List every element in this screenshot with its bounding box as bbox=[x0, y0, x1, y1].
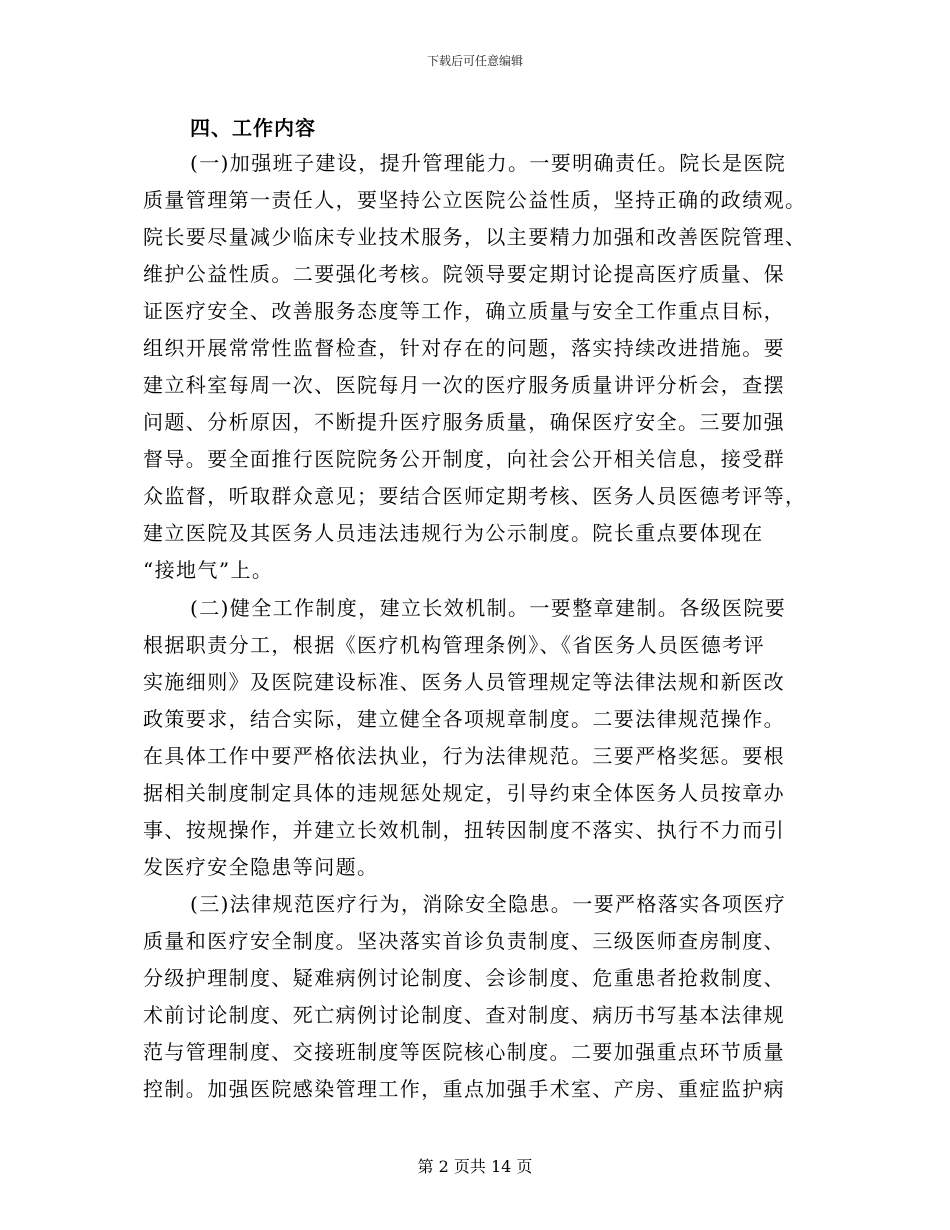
text-line: 组织开展常常性监督检查，针对存在的问题，落实持续改进措施。要 bbox=[143, 336, 785, 360]
text-line: (三)法律规范医疗行为，消除安全隐患。一要严格落实各项医疗 bbox=[190, 892, 787, 916]
text-line: (一)加强班子建设，提升管理能力。一要明确责任。院长是医院 bbox=[190, 151, 787, 175]
page-footer: 第 2 页共 14 页 bbox=[417, 1157, 533, 1176]
text-line: 分级护理制度、疑难病例讨论制度、会诊制度、危重患者抢救制度、 bbox=[143, 966, 785, 990]
text-line: 众监督，听取群众意见；要结合医师定期考核、医务人员医德考评等， bbox=[143, 484, 807, 508]
text-line: 质量管理第一责任人，要坚持公立医院公益性质，坚持正确的政绩观。 bbox=[143, 188, 807, 212]
text-line: 维护公益性质。二要强化考核。院领导要定期讨论提高医疗质量、保 bbox=[143, 262, 785, 286]
text-line: 政策要求，结合实际，建立健全各项规章制度。二要法律规范操作。 bbox=[143, 707, 785, 731]
text-line: 在具体工作中要严格依法执业，行为法律规范。三要严格奖惩。要根 bbox=[143, 744, 785, 768]
text-line: 范与管理制度、交接班制度等医院核心制度。二要加强重点环节质量 bbox=[143, 1040, 785, 1064]
text-line: 事、按规操作，并建立长效机制，扭转因制度不落实、执行不力而引 bbox=[143, 818, 785, 842]
text-line: “接地气”上。 bbox=[143, 558, 274, 582]
text-line: (二)健全工作制度，建立长效机制。一要整章建制。各级医院要 bbox=[190, 596, 787, 620]
text-line: 督导。要全面推行医院院务公开制度，向社会公开相关信息，接受群 bbox=[143, 447, 785, 471]
text-line: 发医疗安全隐患等问题。 bbox=[143, 855, 379, 879]
text-line: 证医疗安全、改善服务态度等工作，确立质量与安全工作重点目标， bbox=[143, 299, 785, 323]
text-line: 问题、分析原因，不断提升医疗服务质量，确保医疗安全。三要加强 bbox=[143, 410, 785, 434]
text-line: 据相关制度制定具体的违规惩处规定，引导约束全体医务人员按章办 bbox=[143, 781, 785, 805]
text-line: 院长要尽量减少临床专业技术服务，以主要精力加强和改善医院管理、 bbox=[143, 225, 807, 249]
text-line: 质量和医疗安全制度。坚决落实首诊负责制度、三级医师查房制度、 bbox=[143, 929, 785, 953]
page-header: 下载后可任意编辑 bbox=[426, 54, 523, 68]
text-line: 控制。加强医院感染管理工作，重点加强手术室、产房、重症监护病 bbox=[143, 1077, 785, 1101]
text-line: 建立科室每周一次、医院每月一次的医疗服务质量讲评分析会，查摆 bbox=[143, 373, 785, 397]
text-line: 建立医院及其医务人员违法违规行为公示制度。院长重点要体现在 bbox=[143, 521, 764, 545]
text-line: 术前讨论制度、死亡病例讨论制度、查对制度、病历书写基本法律规 bbox=[143, 1003, 785, 1027]
text-line: 根据职责分工，根据《医疗机构管理条例》、《省医务人员医德考评 bbox=[143, 633, 765, 657]
text-line: 实施细则》及医院建设标准、医务人员管理规定等法律法规和新医改 bbox=[143, 670, 785, 694]
section-title: 四、工作内容 bbox=[190, 116, 316, 140]
